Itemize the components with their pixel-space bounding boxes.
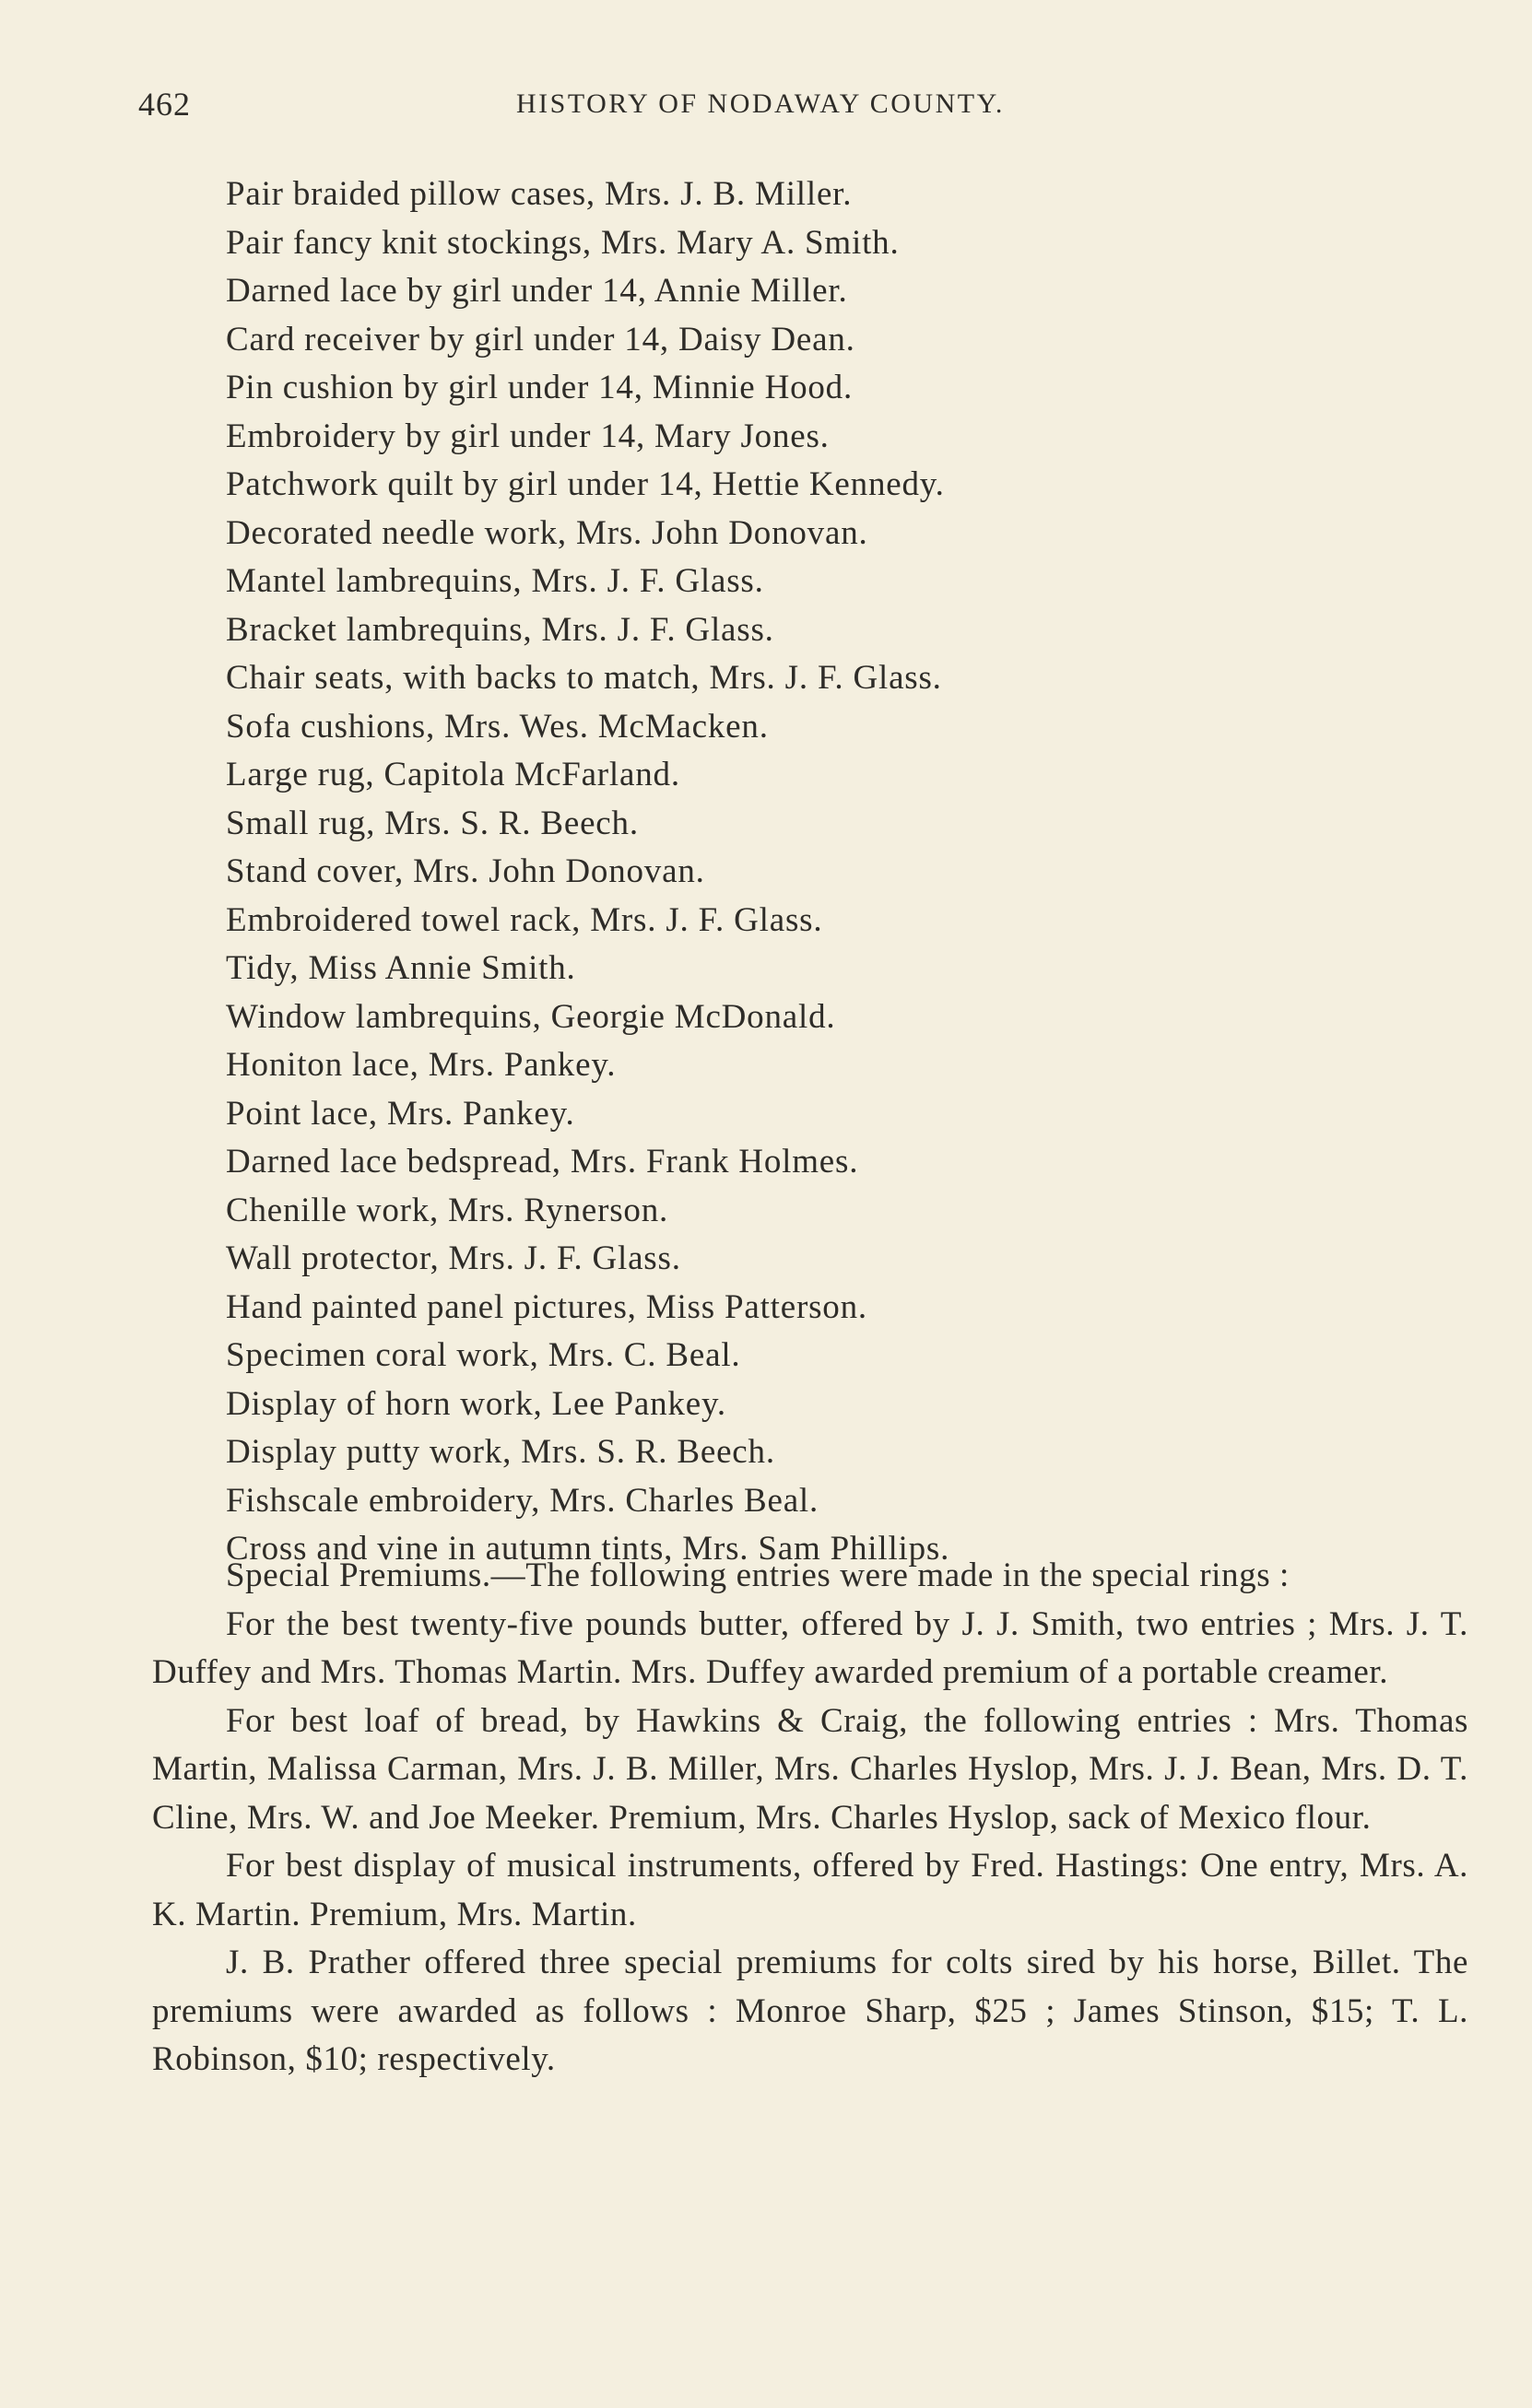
paragraph-special-premiums: Special Premiums.—The following entries were made in the special rings : [226,1556,1290,1594]
list-item: Pair fancy knit stockings, Mrs. Mary A. Smith. [226,223,900,262]
list-item: Small rug, Mrs. S. R. Beech. [226,804,639,842]
list-item: Wall protector, Mrs. J. F. Glass. [226,1239,681,1277]
list-item: Window lambrequins, Georgie McDonald. [226,997,836,1036]
paragraph-musical-instruments: For best display of musical instruments, offered by Fred. Hastings: One entry, Mrs. A. K. Martin. Premium, Mrs. Martin. [152,1847,1468,1933]
list-item: Darned lace by girl under 14, Annie Miller. [226,272,848,310]
paragraph-butter: For the best twenty-five pounds butter, offered by J. J. Smith, two entries ; Mrs. J. T. Duffey and Mrs. Thomas Martin. Mrs. Duffey awarded premium of a portable creamer. [152,1604,1468,1691]
list-item: Decorated needle work, Mrs. John Donovan. [226,513,868,552]
list-item: Display putty work, Mrs. S. R. Beech. [226,1433,775,1471]
list-item: Hand painted panel pictures, Miss Patterson. [226,1287,867,1326]
page-header [138,85,1115,131]
body-paragraphs [152,1552,1468,2085]
list-item: Fishscale embroidery, Mrs. Charles Beal. [226,1481,819,1520]
list-item: Embroidery by girl under 14, Mary Jones. [226,417,830,455]
running-title: HISTORY OF NODAWAY COUNTY. [516,88,1005,119]
list-item: Point lace, Mrs. Pankey. [226,1094,575,1133]
list-item: Display of horn work, Lee Pankey. [226,1384,726,1423]
list-item: Cross and vine in autumn tints, Mrs. Sam Phillips. [226,1530,950,1568]
list-item: Bracket lambrequins, Mrs. J. F. Glass. [226,610,774,649]
page-number: 462 [138,86,191,123]
list-item: Tidy, Miss Annie Smith. [226,949,576,987]
paragraph-bread: For best loaf of bread, by Hawkins & Craig, the following entries : Mrs. Thomas Martin, Malissa Carman, Mrs. J. B. Miller, Mrs. Charles Hyslop, Mrs. J. J. Bean, Mrs. D. T. Cline, Mrs. W. and Joe Meeker. Premium, Mrs. Charles Hyslop, sack of Mexico flour. [152,1701,1468,1837]
list-item: Sofa cushions, Mrs. Wes. McMacken. [226,707,769,746]
list-item: Pair braided pillow cases, Mrs. J. B. Miller. [226,175,853,213]
list-item: Darned lace bedspread, Mrs. Frank Holmes. [226,1143,859,1181]
list-item: Embroidered towel rack, Mrs. J. F. Glass. [226,900,823,939]
list-item: Chenille work, Mrs. Rynerson. [226,1191,669,1229]
list-item: Honiton lace, Mrs. Pankey. [226,1046,617,1084]
list-item: Mantel lambrequins, Mrs. J. F. Glass. [226,562,764,600]
list-item: Stand cover, Mrs. John Donovan. [226,852,705,890]
list-item: Patchwork quilt by girl under 14, Hettie Kennedy. [226,465,945,503]
list-item: Large rug, Capitola McFarland. [226,756,680,793]
entry-list [226,170,1332,1574]
list-item: Card receiver by girl under 14, Daisy Dean. [226,320,855,358]
paragraph-colts: J. B. Prather offered three special premiums for colts sired by his horse, Billet. The premiums were awarded as follows : Monroe Sharp, $25 ; James Stinson, $15; T. L. Robinson, $10; respectively. [152,1944,1468,2078]
list-item: Chair seats, with backs to match, Mrs. J. F. Glass. [226,659,942,697]
list-item: Specimen coral work, Mrs. C. Beal. [226,1336,741,1374]
list-item: Pin cushion by girl under 14, Minnie Hood. [226,369,854,406]
